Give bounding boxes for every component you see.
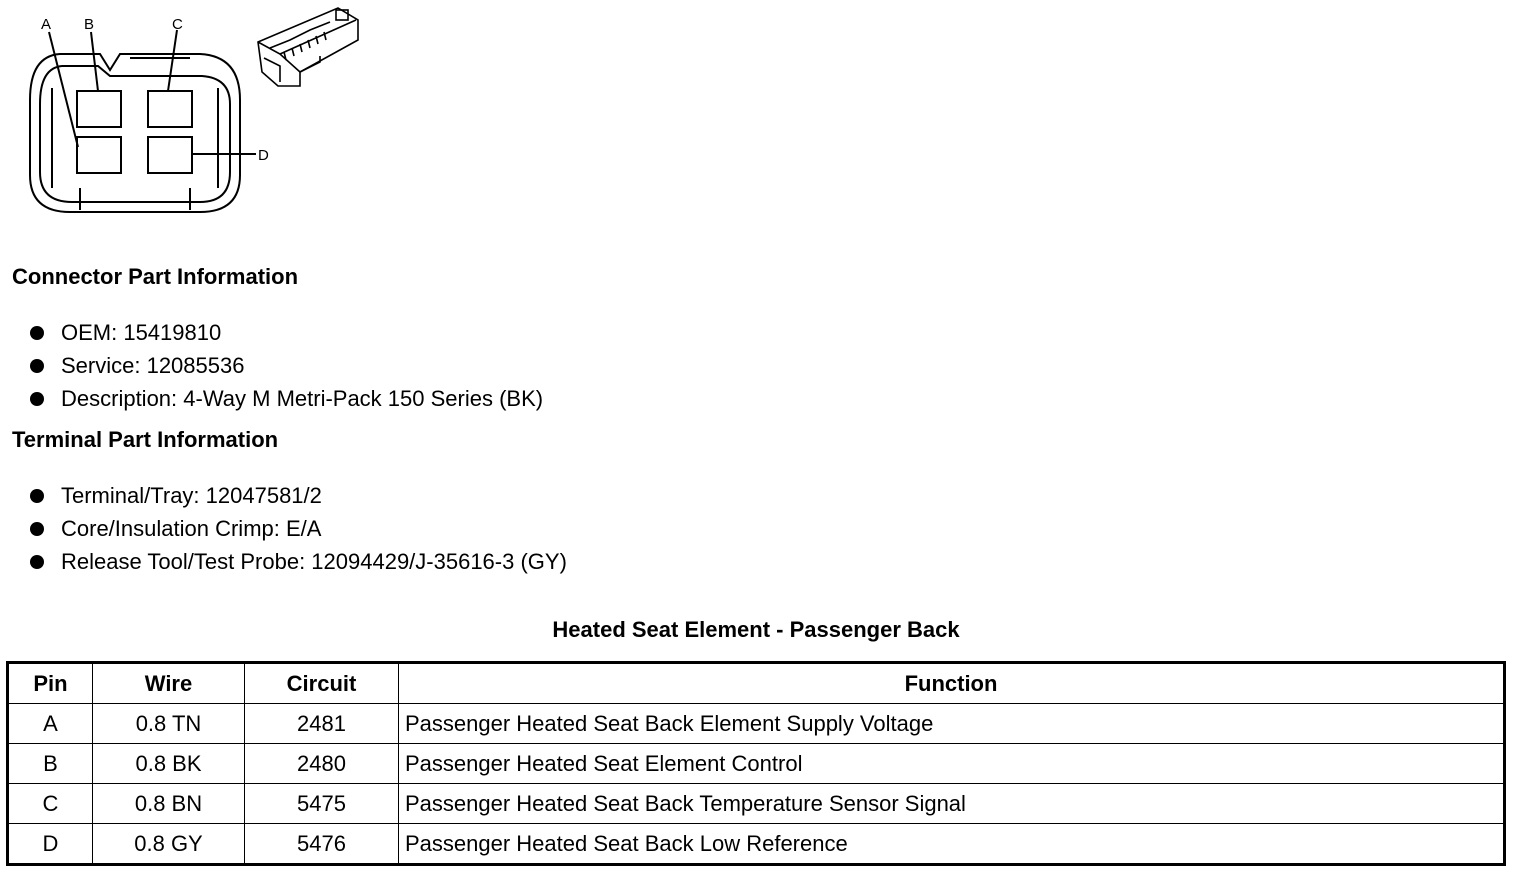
- cell-function: Passenger Heated Seat Back Element Supply Voltage: [399, 704, 1505, 744]
- connector-info-list: [30, 316, 543, 415]
- table-header-row: [8, 663, 1505, 704]
- pin-cavity-a: [77, 137, 121, 173]
- header-wire: Wire: [93, 663, 245, 704]
- connector-info-heading: Connector Part Information: [12, 264, 299, 289]
- pinout-table: [6, 661, 1506, 866]
- bullet-icon: [30, 392, 44, 406]
- cell-function: Passenger Heated Seat Back Low Reference: [399, 824, 1505, 865]
- connector-diagram: [0, 0, 380, 220]
- cell-function: Passenger Heated Seat Element Control: [399, 744, 1505, 784]
- pin-cavity-b: [77, 91, 121, 127]
- bullet-icon: [30, 489, 44, 503]
- cell-wire: 0.8 BN: [93, 784, 245, 824]
- connector-illustration: [258, 8, 358, 86]
- pin-cavity-d: [148, 137, 192, 173]
- cell-pin: A: [8, 704, 93, 744]
- header-circuit: Circuit: [245, 663, 399, 704]
- pin-label-d: D: [258, 147, 269, 164]
- bullet-icon: [30, 522, 44, 536]
- pin-label-a: A: [41, 16, 52, 33]
- cell-circuit: 2480: [245, 744, 399, 784]
- pin-label-c: C: [172, 16, 183, 33]
- table-title: Heated Seat Element - Passenger Back: [552, 617, 960, 642]
- cell-circuit: 2481: [245, 704, 399, 744]
- cell-circuit: 5475: [245, 784, 399, 824]
- header-pin: Pin: [8, 663, 93, 704]
- list-item: Description: 4-Way M Metri-Pack 150 Series (BK): [30, 382, 543, 415]
- cell-wire: 0.8 BK: [93, 744, 245, 784]
- table-row: [8, 824, 1505, 865]
- list-item: Terminal/Tray: 12047581/2: [30, 479, 567, 512]
- table-row: [8, 784, 1505, 824]
- list-item: Release Tool/Test Probe: 12094429/J-35616-3 (GY): [30, 545, 567, 578]
- terminal-info-heading: Terminal Part Information: [12, 427, 279, 452]
- bullet-icon: [30, 326, 44, 340]
- table-row: [8, 744, 1505, 784]
- cell-circuit: 5476: [245, 824, 399, 865]
- pin-label-b: B: [84, 16, 95, 33]
- cell-pin: C: [8, 784, 93, 824]
- list-item: Core/Insulation Crimp: E/A: [30, 512, 567, 545]
- cell-pin: B: [8, 744, 93, 784]
- cell-function: Passenger Heated Seat Back Temperature Sensor Signal: [399, 784, 1505, 824]
- connector-housing-inner: [40, 66, 230, 202]
- bullet-icon: [30, 359, 44, 373]
- cell-wire: 0.8 GY: [93, 824, 245, 865]
- table-row: [8, 704, 1505, 744]
- pin-cavity-c: [148, 91, 192, 127]
- terminal-info-list: [30, 479, 567, 578]
- list-item: Service: 12085536: [30, 349, 543, 382]
- bullet-icon: [30, 555, 44, 569]
- list-item: OEM: 15419810: [30, 316, 543, 349]
- cell-pin: D: [8, 824, 93, 865]
- cell-wire: 0.8 TN: [93, 704, 245, 744]
- header-function: Function: [399, 663, 1505, 704]
